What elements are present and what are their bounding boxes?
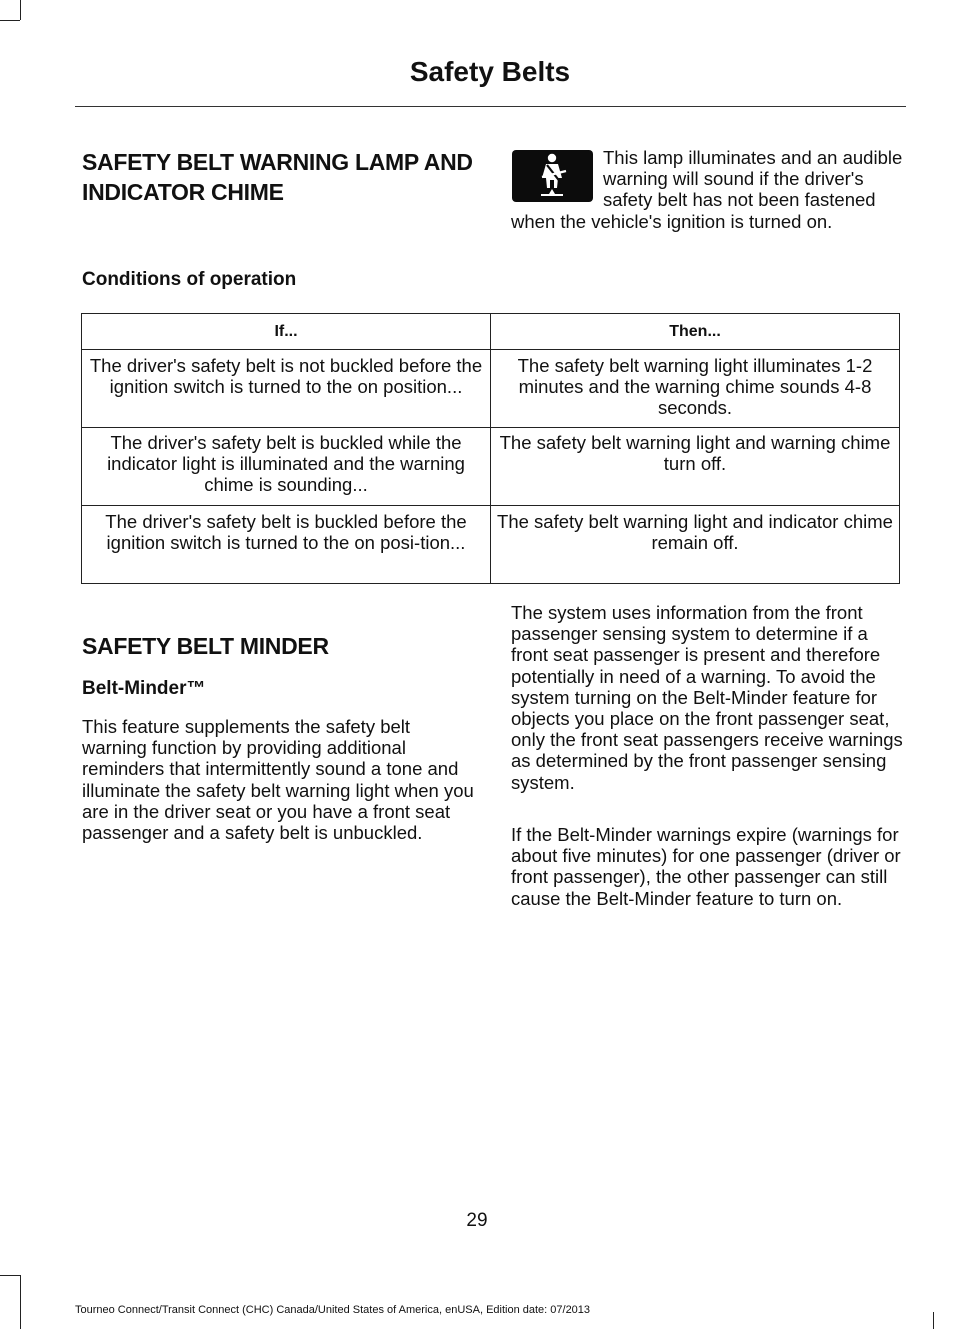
cell-if: The driver's safety belt is not buckled before the ignition switch is turned to the on position... bbox=[82, 350, 491, 428]
minder-paragraph-3: If the Belt-Minder warnings expire (warnings for about five minutes) for one passenger (driver or front passenger), the other passenger can still cause the Belt-Minder feature to turn on. bbox=[511, 824, 901, 909]
minder-paragraph-2: The system uses information from the front passenger sensing system to determine if a front seat passenger is present and therefore potentially in need of a warning. To avoid the system turning on the Belt-Minder feature for objects you place on the front passenger seat, only the front seat passengers receive warnings as determined by the front passenger sensing system. bbox=[511, 602, 903, 793]
conditions-table bbox=[81, 313, 900, 584]
crop-mark bbox=[933, 1312, 934, 1329]
minder-paragraph-1: This feature supplements the safety belt warning function by providing additional reminders that intermittently sound a tone and illuminate the safety belt warning light when you are in the driver seat or you have a front seat passenger and a safety belt is unbuckled. bbox=[82, 716, 474, 844]
cell-then: The safety belt warning light and warning chime turn off. bbox=[491, 428, 900, 506]
minder-heading: SAFETY BELT MINDER bbox=[82, 633, 329, 659]
table-row bbox=[82, 428, 900, 506]
cell-if: The driver's safety belt is buckled before the ignition switch is turned to the on posi-tion... bbox=[82, 506, 491, 584]
table-row bbox=[82, 506, 900, 584]
page-number: 29 bbox=[466, 1210, 488, 1231]
warning-lamp-text: This lamp illuminates and an audible warning will sound if the driver's safety belt has not been fastened when the vehicle's ignition is turned on. bbox=[511, 147, 903, 232]
table-row bbox=[82, 350, 900, 428]
cell-then: The safety belt warning light and indicator chime remain off. bbox=[491, 506, 900, 584]
crop-mark bbox=[0, 1275, 20, 1276]
warning-lamp-heading: SAFETY BELT WARNING LAMP AND INDICATOR CHIME bbox=[82, 149, 473, 205]
header-divider bbox=[75, 106, 906, 107]
crop-mark bbox=[20, 0, 21, 20]
crop-mark bbox=[20, 1275, 21, 1329]
column-header-then: Then... bbox=[491, 314, 900, 350]
cell-then: The safety belt warning light illuminates 1-2 minutes and the warning chime sounds 4-8 seconds. bbox=[491, 350, 900, 428]
crop-mark bbox=[0, 20, 20, 21]
footer-text: Tourneo Connect/Transit Connect (CHC) Canada/United States of America, enUSA, Edition date: 07/2013 bbox=[75, 1304, 591, 1316]
column-header-if: If... bbox=[82, 314, 491, 350]
conditions-heading: Conditions of operation bbox=[82, 269, 297, 290]
cell-if: The driver's safety belt is buckled while the indicator light is illuminated and the warning chime is sounding... bbox=[82, 428, 491, 506]
minder-subheading: Belt-Minder™ bbox=[82, 678, 206, 699]
page-title: Safety Belts bbox=[409, 56, 571, 87]
